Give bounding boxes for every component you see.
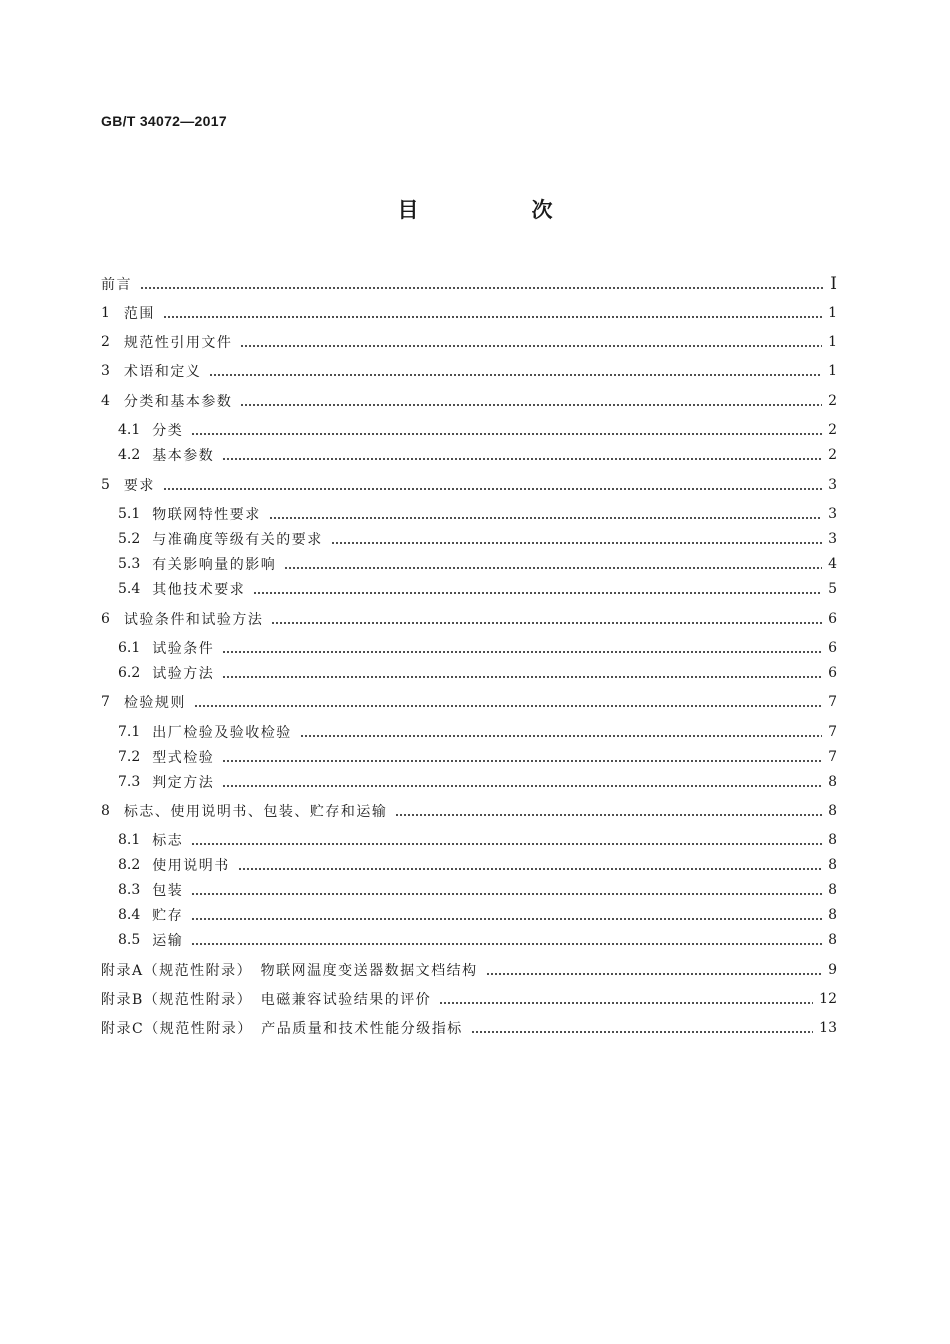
standard-code: GB/T 34072—2017 (101, 113, 227, 129)
toc-subentry[interactable]: 7.1 出厂检验及验收检验 7 (118, 724, 837, 741)
toc-subentry[interactable]: 4.2 基本参数 2 (118, 447, 837, 464)
toc-subentry[interactable]: 6.1 试验条件 6 (118, 640, 837, 657)
toc-subentry[interactable]: 5.3 有关影响量的影响 4 (118, 556, 837, 573)
toc-entry[interactable]: 5 要求 3 (101, 477, 837, 494)
toc-entry[interactable]: 4 分类和基本参数 2 (101, 393, 837, 410)
toc-entry-appendix[interactable]: 附录B（规范性附录） 电磁兼容试验结果的评价 12 (101, 991, 837, 1008)
toc-subentry[interactable]: 5.1 物联网特性要求 3 (118, 506, 837, 523)
toc-entry[interactable]: 2 规范性引用文件 1 (101, 334, 837, 351)
toc-subentry[interactable]: 4.1 分类 2 (118, 422, 837, 439)
toc-subentry[interactable]: 8.2 使用说明书 8 (118, 857, 837, 874)
toc-entry[interactable]: 7 检验规则 7 (101, 694, 837, 711)
toc-entry-foreword[interactable]: 前言 Ⅰ (101, 274, 837, 294)
toc-subentry[interactable]: 7.3 判定方法 8 (118, 774, 837, 791)
toc-entry[interactable]: 1 范围 1 (101, 305, 837, 322)
toc-subentry[interactable]: 5.2 与准确度等级有关的要求 3 (118, 531, 837, 548)
toc-entry-appendix[interactable]: 附录A（规范性附录） 物联网温度变送器数据文档结构 9 (101, 962, 837, 979)
toc-title: 目 次 (397, 198, 599, 222)
toc-entry[interactable]: 6 试验条件和试验方法 6 (101, 611, 837, 628)
toc-subentry[interactable]: 8.3 包装 8 (118, 882, 837, 899)
toc-entry-appendix[interactable]: 附录C（规范性附录） 产品质量和技术性能分级指标 13 (101, 1020, 837, 1037)
toc-subentry[interactable]: 8.1 标志 8 (118, 832, 837, 849)
toc-subentry[interactable]: 5.4 其他技术要求 5 (118, 581, 837, 598)
toc-subentry[interactable]: 6.2 试验方法 6 (118, 665, 837, 682)
toc-entry[interactable]: 8 标志、使用说明书、包装、贮存和运输 8 (101, 803, 837, 820)
toc-subentry[interactable]: 8.5 运输 8 (118, 932, 837, 949)
toc-subentry[interactable]: 7.2 型式检验 7 (118, 749, 837, 766)
toc-subentry[interactable]: 8.4 贮存 8 (118, 907, 837, 924)
toc-entry[interactable]: 3 术语和定义 1 (101, 363, 837, 380)
